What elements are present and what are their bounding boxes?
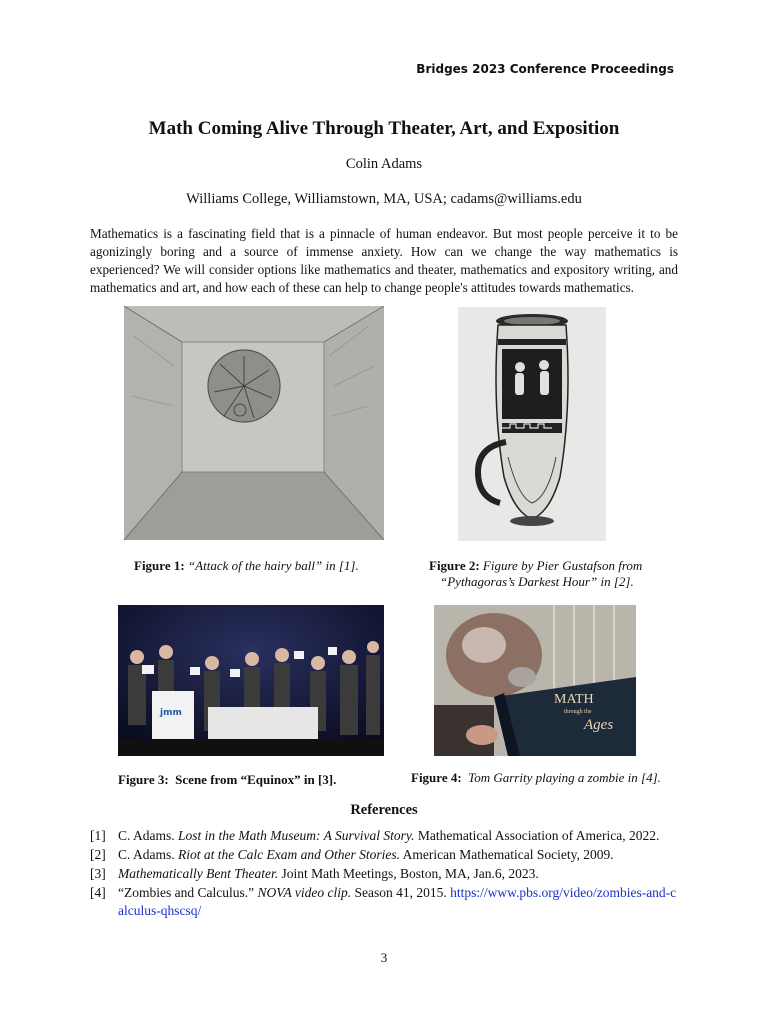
reference-number: [3] <box>90 866 106 881</box>
figure-4-label: Figure 4: <box>411 770 462 785</box>
figure-2-caption <box>429 558 669 590</box>
reference-item <box>90 865 680 883</box>
book-subtitle-text: through the <box>564 709 592 715</box>
reference-item <box>90 846 680 864</box>
reference-number: [1] <box>90 828 106 843</box>
reference-details: Season 41, 2015. <box>354 885 447 900</box>
figure-2-caption-line1: Figure by Pier Gustafson from <box>482 558 643 573</box>
figure-1-caption-text: “Attack of the hairy ball” in [1]. <box>187 558 359 573</box>
reference-details: Mathematical Association of America, 2022. <box>417 828 660 843</box>
figure-4-caption-text: Tom Garrity playing a zombie in [4]. <box>468 770 661 785</box>
figure-2-caption-line2: “Pythagoras’s Darkest Hour” in [2]. <box>440 574 634 589</box>
book-title2-text: Ages <box>584 717 614 733</box>
reference-title: Riot at the Calc Exam and Other Stories. <box>178 847 400 862</box>
reference-author: C. Adams. <box>118 847 175 862</box>
paper-title: Math Coming Alive Through Theater, Art, and Exposition <box>148 118 620 139</box>
figure-3-image <box>118 605 384 756</box>
reference-number: [2] <box>90 847 106 862</box>
references-heading: References <box>350 802 418 818</box>
figure-1-image <box>124 306 384 540</box>
reference-author: C. Adams. <box>118 828 175 843</box>
book-title-text: MATH <box>554 692 594 707</box>
author-name: Colin Adams <box>345 156 423 172</box>
figure-2-label: Figure 2: <box>429 558 480 573</box>
figure-3-caption <box>118 772 336 788</box>
reference-author: “Zombies and Calculus.” <box>118 885 255 900</box>
reference-item <box>90 884 680 920</box>
reference-number: [4] <box>90 885 106 900</box>
abstract: Mathematics is a fascinating field that is a pinnacle of human endeavor. But most people perceive it to be agonizingly boring and a source of immense anxiety. How can we change the way mathematics is experienced? We will consider options like mathematics and theater, mathematics and expository writing, and mathematics and art, and how each of these can help to change people's attitudes towards mathematics. <box>90 226 678 295</box>
reference-details: Joint Math Meetings, Boston, MA, Jan.6, 2023. <box>281 866 539 881</box>
figure-2-image <box>458 307 606 541</box>
reference-title: NOVA video clip. <box>257 885 352 900</box>
figure-3-label: Figure 3: <box>118 772 169 787</box>
reference-title: Mathematically Bent Theater. <box>118 866 279 881</box>
figure-1-caption <box>134 558 359 574</box>
podium-logo-text: jmm <box>160 708 182 718</box>
figure-1-label: Figure 1: <box>134 558 185 573</box>
reference-details: American Mathematical Society, 2009. <box>402 847 614 862</box>
running-header: Bridges 2023 Conference Proceedings <box>416 62 674 76</box>
figure-3-caption-text: Scene from “Equinox” in [3]. <box>175 772 337 787</box>
page-number: 3 <box>380 950 388 965</box>
reference-item <box>90 827 680 845</box>
figure-4-image <box>434 605 636 756</box>
author-affiliation: Williams College, Williamstown, MA, USA; cadams@williams.edu <box>186 191 582 207</box>
reference-link[interactable]: https://www.pbs.org/video/zombies-and-calculus-qhscsq/ <box>118 885 677 918</box>
figure-4-caption <box>411 770 661 786</box>
reference-title: Lost in the Math Museum: A Survival Story. <box>178 828 415 843</box>
